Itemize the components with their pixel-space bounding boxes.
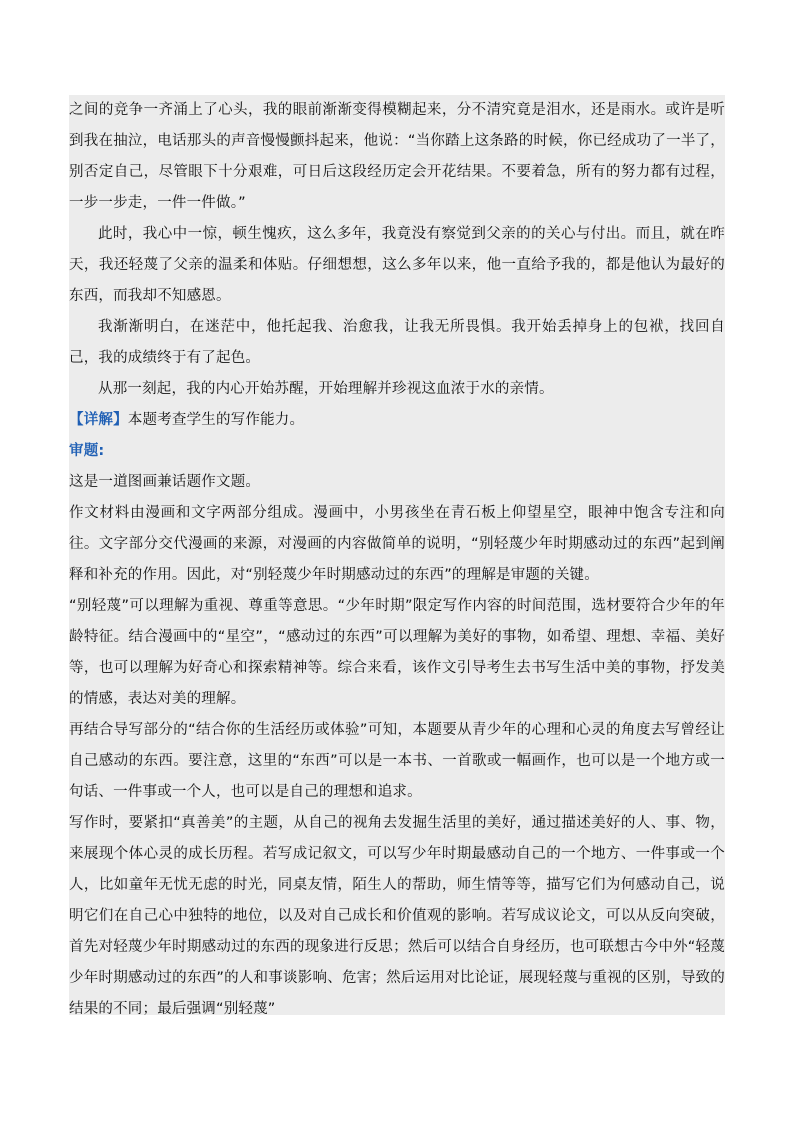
detail-line xyxy=(69,405,725,436)
detail-label: 【详解】 xyxy=(69,412,128,428)
shenti-line xyxy=(69,436,725,467)
essay-paragraph-3: 我渐渐明白，在迷茫中，他托起我、治愈我，让我无所畏惧。我开始丢掉身上的包袱，找回自己，我的成绩终于有了起色。 xyxy=(69,319,725,366)
detail-text: 本题考查学生的写作能力。 xyxy=(127,412,305,428)
analysis-paragraph-4: 再结合导写部分的“结合你的生活经历或体验”可知，本题要从青少年的心理和心灵的角度去写曾经让自己感动的东西。要注意，这里的“东西”可以是一本书、一首歌或一幅画作，也可以是一个地方或一句话、一件事或一个人，也可以是自己的理想和追求。 xyxy=(69,722,725,800)
analysis-paragraph-5: 写作时，要紧扣“真善美”的主题，从自己的视角去发掘生活里的美好，通过描述美好的人、事、物，来展现个体心灵的成长历程。若写成记叙文，可以写少年时期最感动自己的一个地方、一件事或一个人，比如童年无忧无虑的时光，同桌友情，陌生人的帮助，师生情等等，描写它们为何感动自己，说明它们在自己心中独特的地位，以及对自己成长和价值观的影响。若写成议论文，可以从反向突破，首先对轻蔑少年时期感动过的东西的现象进行反思；然后可以结合自身经历，也可联想古今中外“轻蔑少年时期感动过的东西”的人和事谈影响、危害；然后运用对比论证，展现轻蔑与重视的区别，导致的结果的不同；最后强调“别轻蔑” xyxy=(69,815,725,1017)
document-content xyxy=(69,95,725,1015)
analysis-paragraph-3: “别轻蔑”可以理解为重视、尊重等意思。“少年时期”限定写作内容的时间范围，选材要符合少年的年龄特征。结合漫画中的“星空”，“感动过的东西”可以理解为美好的事物，如希望、理想、幸福、美好等，也可以理解为好奇心和探索精神等。综合来看，该作文引导考生去书写生活中美的事物，抒发美的情感，表达对美的理解。 xyxy=(69,598,725,707)
analysis-paragraph-1: 这是一道图画兼话题作文题。 xyxy=(69,474,261,490)
analysis-paragraph-2: 作文材料由漫画和文字两部分组成。漫画中，小男孩坐在青石板上仰望星空，眼神中饱含专注和向往。文字部分交代漫画的来源，对漫画的内容做简单的说明，“别轻蔑少年时期感动过的东西”起到阐释和补充的作用。因此，对“别轻蔑少年时期感动过的东西”的理解是审题的关键。 xyxy=(69,505,725,583)
essay-paragraph-4: 从那一刻起，我的内心开始苏醒，开始理解并珍视这血浓于水的亲情。 xyxy=(98,381,554,397)
shenti-label: 审题: xyxy=(69,443,105,459)
essay-paragraph-2: 此时，我心中一惊，顿生愧疚，这么多年，我竟没有察觉到父亲的的关心与付出。而且，就在昨天，我还轻蔑了父亲的温柔和体贴。仔细想想，这么多年以来，他一直给予我的，都是他认为最好的东西，而我却不知感恩。 xyxy=(69,226,725,304)
essay-paragraph-1: 之间的竞争一齐涌上了心头，我的眼前渐渐变得模糊起来，分不清究竟是泪水，还是雨水。或许是听到我在抽泣，电话那头的声音慢慢颤抖起来，他说：“当你踏上这条路的时候，你已经成功了一半了，别否定自己，尽管眼下十分艰难，可日后这段经历定会开花结果。不要着急，所有的努力都有过程，一步一步走，一件一件做。” xyxy=(69,102,725,211)
